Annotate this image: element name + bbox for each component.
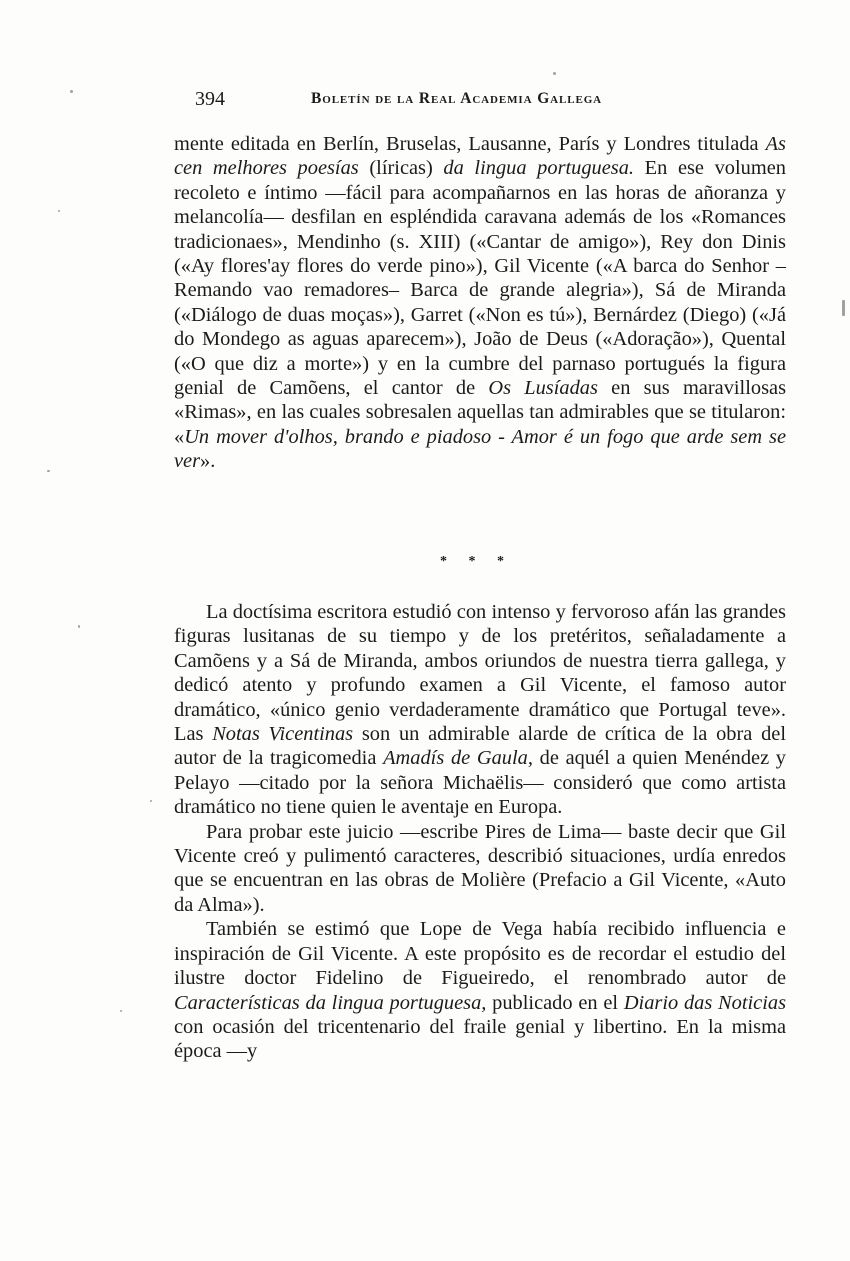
text-run: La doctísima escritora estudió con intenso y fervoroso afán las grandes figuras lusitanas de su tiempo y de los pretéritos, señaladamente a Camõens y a Sá de Miranda, ambos oriundos de nuestra tierra gallega, y dedicó atento y profundo examen a Gil Vicente, el famoso autor dramático, «único genio verdaderamente dramático que Portugal teve». Las <box>174 601 786 746</box>
text-run: en sus maravillosas «Rimas», en las cuales sobresalen aquellas tan admirables que se titularon: « <box>174 377 787 448</box>
section-separator: * * * <box>440 554 513 569</box>
italic-title: Os Lusíadas <box>488 377 598 400</box>
paragraph <box>174 917 786 1063</box>
paper-speck <box>58 210 60 212</box>
paper-speck <box>553 72 556 75</box>
italic-title: da lingua portuguesa. <box>443 157 635 180</box>
body-text-bottom <box>174 600 786 1064</box>
italic-title: Características da lingua portuguesa, <box>174 991 487 1014</box>
text-run: mente editada en Berlín, Bruselas, Lausanne, París y Londres titulada <box>174 133 766 155</box>
body-text-top <box>174 132 786 474</box>
italic-title: As cen melhores poesías <box>174 133 786 180</box>
paragraph: Para probar este juicio —escribe Pires de Lima— baste decir que Gil Vicente creó y pulimentó caracteres, describió situaciones, urdía enredos que se encuentran en las obras de Molière (Prefacio a Gil Vicente, «Auto da Alma»). <box>174 820 786 916</box>
text-run: (líricas) <box>358 157 444 180</box>
italic-title: Notas Vicentinas <box>212 723 354 746</box>
italic-quote: Un mover d'olhos, brando e piadoso - Amor é un fogo que arde sem se ver <box>174 425 786 473</box>
text-run: También se estimó que Lope de Vega había recibido influencia e inspiración de Gil Vicente. A este propósito es de recordar el estudio del ilustre doctor Fidelino de Figueiredo, el renombrado autor de <box>174 918 786 990</box>
running-title: Boletín de la Real Academia Gallega <box>311 90 603 107</box>
text-run: En ese volumen recoleto e íntimo —fácil para acompañarnos en las horas de añoranza y melancolía— desfilan en espléndida caravana además de los «Romances tradicionaes», Mendinho (s. XIII) («Cantar de amigo»), Rey don Dinis («Ay flores'ay flores do verde pino»), Gil Vicente («A barca do Senhor – Remando vao remadores– Barca de grande alegria»), Sá de Miranda («Diálogo de duas moças»), Garret («Non es tú»), Bernárdez (Diego) («Já do Mondego as aguas aparecem»), João de Deus («Adoração»), Quental («O que diz a morte») y en la cumbre del parnaso portugués la figura genial de Camõens, el cantor de <box>174 157 786 400</box>
text-run: publicado en el <box>486 991 624 1014</box>
paper-speck <box>47 470 50 472</box>
running-header <box>195 86 791 116</box>
paragraph <box>174 600 786 820</box>
paper-speck <box>842 300 845 316</box>
paper-speck <box>120 1010 122 1012</box>
text-run: con ocasión del tricentenario del fraile genial y libertino. En la misma época —y <box>174 1015 786 1063</box>
italic-title: Diario das Noticias <box>623 991 787 1014</box>
text-run: ». <box>200 450 216 473</box>
paper-speck <box>78 625 80 628</box>
page-number: 394 <box>195 88 225 110</box>
italic-title: Amadís de Gaula, <box>383 747 533 770</box>
paper-speck <box>150 800 152 802</box>
text-run: son un admirable alarde de crítica de la obra del autor de la tragicomedia <box>174 723 786 770</box>
text-run: de aquél a quien Menéndez y Pelayo —citado por la señora Michaëlis— consideró que como artista dramático no tiene quien le aventaje en Europa. <box>174 747 787 819</box>
paragraph <box>174 132 786 474</box>
paper-speck <box>70 90 73 93</box>
